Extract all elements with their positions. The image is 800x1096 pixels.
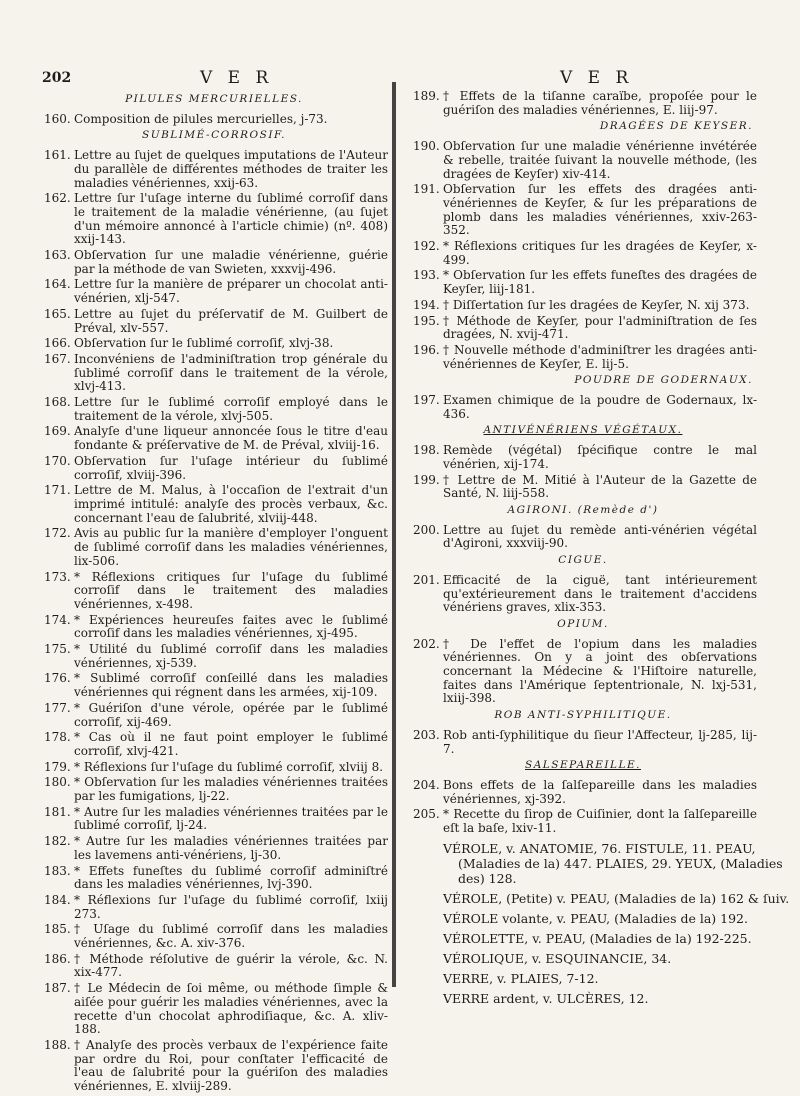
entry-number: 193.	[413, 268, 440, 283]
index-entry	[44, 455, 388, 482]
index-entry	[413, 299, 757, 313]
index-entry	[44, 776, 388, 803]
entry-text: Rob anti-ſyphilitique du ſieur l'Affecteur, lj-285, lij-7.	[443, 727, 757, 756]
index-entry	[44, 192, 388, 247]
entry-text: Inconvéniens de l'adminiſtration trop générale du ſublimé corroſif dans le traitement de la vérole, xlvj-413.	[74, 351, 388, 394]
entry-text: Obſervation ſur le ſublimé corroſif, xlvj-38.	[74, 336, 334, 351]
cross-reference: VÉROLIQUE, v. ESQUINANCIE, 34.	[443, 950, 672, 966]
entry-number: 188.	[44, 1038, 71, 1052]
entry-number: 187.	[44, 981, 71, 996]
entry-number: 174.	[44, 612, 71, 627]
entry-number: 162.	[44, 191, 71, 206]
entry-text: * Utilité du ſublimé corroſif dans les maladies vénériennes, xj-539.	[74, 642, 388, 670]
cross-reference: VERRE ardent, v. ULCÈRES, 12.	[443, 990, 649, 1006]
entry-text: * Guériſon d'une vérole, opérée par le ſublimé corroſif, xij-469.	[74, 700, 388, 729]
entry-number: 167.	[44, 351, 71, 366]
entry-text: † Effets de la tiſanne caraïbe, propoſée pour le guériſon des maladies vénériennes, E. liij-97.	[443, 89, 757, 117]
entry-text: * Réflexions critiques ſur les dragées de Keyſer, x-499.	[443, 239, 757, 267]
index-entry	[44, 571, 388, 612]
index-entry	[44, 865, 388, 892]
index-entry	[44, 806, 388, 833]
index-entry	[44, 353, 388, 394]
entry-number: 203.	[413, 727, 440, 742]
entry-text: † Analyſe des procès verbaux de l'expérience faite par ordre du Roi, pour conſtater l'efficacité de l'eau de ſalubrité pour la guériſon des maladies vénériennes, E. xlviij-289.	[74, 1038, 388, 1094]
index-entry	[44, 894, 388, 921]
entry-number: 166.	[44, 336, 71, 351]
index-entry	[44, 308, 388, 335]
cross-reference: VERRE, v. PLAIES, 7-12.	[443, 970, 599, 986]
index-entry	[44, 643, 388, 670]
section-heading: AGIRONI. (Remède d')	[507, 503, 659, 516]
index-entry	[44, 249, 388, 276]
entry-number: 186.	[44, 951, 71, 966]
entry-text: * Autre ſur les maladies vénériennes traitées par les lavemens anti-vénériens, lj-30.	[74, 834, 388, 862]
section-heading: CIGUE.	[558, 554, 608, 567]
entry-number: 177.	[44, 700, 71, 715]
running-head-left: V E R	[200, 68, 274, 88]
entry-text: * Autre ſur les maladies vénériennes traitées par le ſublimé corroſif, lj-24.	[74, 804, 388, 833]
entry-number: 201.	[413, 572, 440, 587]
index-entry	[44, 484, 388, 525]
entry-number: 164.	[44, 277, 71, 292]
entry-number: 202.	[413, 636, 440, 651]
entry-text: † Uſage du ſublimé corroſif dans les maladies vénériennes, &c. A. xiv-376.	[74, 922, 388, 951]
cross-reference: VÉROLETTE, v. PEAU, (Maladies de la) 192-225.	[443, 930, 752, 946]
entry-text: Lettre ſur le ſublimé corroſif employé dans le traitement de la vérole, xlvj-505.	[74, 395, 388, 423]
index-entry	[44, 614, 388, 641]
index-entry	[413, 183, 757, 238]
entry-number: 160.	[44, 111, 71, 126]
entry-text: † De l'effet de l'opium dans les maladies vénériennes. On y a joint des obſervations concernant la Médecine & l'Hiſtoire naturelle, faites dans l'Amérique ſeptentrionale, N. lxj-531, lxiij-398.	[443, 636, 757, 706]
entry-number: 176.	[44, 671, 71, 686]
index-entry	[413, 638, 757, 707]
entry-text: † Lettre de M. Mitié à l'Auteur de la Gazette de Santé, N. liij-558.	[443, 472, 757, 501]
entry-text: * Réflexions ſur l'uſage du ſublimé corroſif, lxiij 273.	[74, 892, 388, 921]
index-entry	[413, 394, 757, 421]
section-heading: SUBLIMÉ-CORROSIF.	[142, 129, 286, 142]
entry-text: Lettre de M. Malus, à l'occaſion de l'extrait d'un imprimé intitulé: analyſe des procès verbaux, &c. concernant l'eau de ſalubrité, xlviij-448.	[74, 483, 388, 525]
index-entry	[44, 982, 388, 1037]
index-entry	[44, 953, 388, 980]
entry-text: Lettre au ſujet de quelques imputations de l'Auteur du parallèle de différentes méthodes de traiter les maladies vénériennes, xxij-63.	[74, 148, 388, 190]
entry-text: Lettre au ſujet du préſervatif de M. Guilbert de Préval, xlv-557.	[74, 306, 388, 335]
entry-text: Efficacité de la ciguë, tant intérieurement qu'extérieurement dans le traitement d'accidens vénériens graves, xlix-353.	[443, 572, 757, 615]
entry-text: Composition de pilules mercurielles, j-73.	[74, 111, 328, 126]
entry-text: Lettre au ſujet du remède anti-vénérien végétal d'Agironi, xxxviij-90.	[443, 522, 757, 551]
index-entry	[44, 702, 388, 729]
index-entry	[413, 269, 757, 296]
column-rule	[392, 82, 396, 987]
index-entry	[413, 808, 757, 835]
index-entry	[413, 729, 757, 756]
cross-reference: VÉROLE volante, v. PEAU, (Maladies de la) 192.	[443, 910, 748, 926]
entry-number: 185.	[44, 922, 71, 937]
entry-text: Analyſe d'une liqueur annoncée ſous le titre d'eau fondante & préſervative de M. de Préval, xlviij-16.	[74, 424, 388, 453]
entry-number: 179.	[44, 759, 71, 774]
entry-number: 184.	[44, 892, 71, 907]
entry-text: Obſervation ſur une maladie vénérienne, guérie par la méthode de van Swieten, xxxvij-496.	[74, 248, 388, 276]
page-number: 202	[42, 70, 72, 86]
left-column	[44, 90, 388, 1096]
index-entry	[44, 425, 388, 452]
entry-number: 181.	[44, 804, 71, 819]
entry-text: * Obſervation ſur les maladies vénériennes traitées par les fumigations, lj-22.	[74, 775, 388, 804]
index-entry	[413, 574, 757, 615]
index-entry	[44, 337, 388, 351]
entry-number: 165.	[44, 306, 71, 321]
entry-number: 196.	[413, 342, 440, 357]
entry-text: Remède (végétal) ſpécifique contre le mal vénérien, xij-174.	[443, 443, 757, 471]
entry-text: * Cas où il ne faut point employer le ſublimé corroſif, xlvj-421.	[74, 730, 388, 758]
index-entry	[413, 524, 757, 551]
entry-text: † Méthode de Keyſer, pour l'adminiſtration de ſes dragées, N. xvij-471.	[443, 313, 757, 342]
entry-text: † Diſſertation ſur les dragées de Keyſer, N. xij 373.	[443, 297, 750, 312]
index-entry	[44, 923, 388, 950]
entry-number: 191.	[413, 182, 440, 197]
entry-number: 205.	[413, 807, 440, 822]
entry-number: 183.	[44, 863, 71, 878]
entry-number: 168.	[44, 395, 71, 410]
section-heading: PILULES MERCURIELLES.	[125, 93, 303, 105]
entry-number: 175.	[44, 642, 71, 657]
entry-number: 178.	[44, 730, 71, 745]
entry-text: * Obſervation ſur les effets funeſtes des dragées de Keyſer, liij-181.	[443, 268, 757, 297]
running-head-right: V E R	[560, 68, 634, 88]
entry-number: 172.	[44, 526, 71, 541]
index-entry	[44, 1039, 388, 1094]
entry-text: Obſervation ſur les effets des dragées anti-vénériennes de Keyſer, & ſur les préparations de plomb dans les maladies vénériennes, xxiv-263-352.	[443, 182, 757, 238]
entry-text: Avis au public ſur la manière d'employer l'onguent de ſublimé corroſif dans les maladies vénériennes, lix-506.	[74, 526, 388, 568]
entry-text: † Méthode réſolutive de guérir la vérole, &c. N. xix-477.	[74, 951, 388, 980]
index-entry	[44, 278, 388, 305]
index-entry	[44, 672, 388, 699]
index-entry	[413, 90, 757, 117]
entry-number: 192.	[413, 239, 440, 254]
cross-reference: VÉROLE, (Petite) v. PEAU, (Maladies de la) 162 & ſuiv.	[443, 890, 790, 906]
index-entry	[413, 140, 757, 181]
index-entry	[44, 113, 388, 127]
entry-number: 169.	[44, 424, 71, 439]
entry-text: Obſervation ſur l'uſage intérieur du ſublimé corroſif, xlviij-396.	[74, 453, 388, 482]
entry-number: 170.	[44, 453, 71, 468]
section-heading: ANTIVÉNÉRIENS VÉGÉTAUX.	[483, 424, 683, 437]
entry-text: Bons effets de la ſalſepareille dans les maladies vénériennes, xj-392.	[443, 777, 757, 806]
entry-number: 194.	[413, 297, 440, 312]
index-entry	[413, 474, 757, 501]
entry-text: * Recette du ſirop de Cuiſinier, dont la ſalſepareille eſt la baſe, lxiv-11.	[443, 807, 757, 836]
entry-number: 204.	[413, 777, 440, 792]
entry-number: 198.	[413, 443, 440, 458]
entry-text: Obſervation ſur une maladie vénérienne invétérée & rebelle, traitée ſuivant la nouvelle méthode, (les dragées de Keyſer) xiv-414.	[443, 139, 757, 181]
index-entry	[413, 444, 757, 471]
entry-number: 180.	[44, 775, 71, 790]
index-entry	[44, 835, 388, 862]
entry-number: 173.	[44, 569, 71, 584]
entry-text: † Le Médecin de ſoi même, ou méthode ſimple & aiſée pour guérir les maladies vénériennes, avec la recette d'un chocolat aphrodiſiaque, &c. A. xliv-188.	[74, 981, 388, 1037]
section-heading: OPIUM.	[557, 617, 609, 630]
entry-text: * Réflexions ſur l'uſage du ſublimé corroſif, xlviij 8.	[74, 759, 384, 774]
entry-text: † Nouvelle méthode d'adminiſtrer les dragées anti-vénériennes de Keyſer, E. lij-5.	[443, 342, 757, 371]
entry-text: * Sublimé corroſif conſeillé dans les maladies vénériennes qui régnent dans les armées, xij-109.	[74, 671, 388, 700]
section-heading: ROB ANTI-SYPHILITIQUE.	[494, 709, 672, 722]
entry-number: 189.	[413, 89, 440, 103]
entry-number: 182.	[44, 834, 71, 849]
entry-number: 171.	[44, 483, 71, 498]
entry-number: 190.	[413, 139, 440, 154]
index-entry	[44, 761, 388, 775]
section-heading: POUDRE DE GODERNAUX.	[574, 374, 753, 387]
right-column	[413, 89, 790, 1011]
entry-text: * Expériences heureuſes faites avec le ſublimé corroſif dans les maladies vénériennes, xj-495.	[74, 612, 388, 641]
cross-reference: VÉROLE, v. ANATOMIE, 76. FISTULE, 11. PEAU, (Maladies de la) 447. PLAIES, 29. YEUX, (Maladies des) 128.	[443, 840, 783, 886]
entry-number: 199.	[413, 472, 440, 487]
entry-number: 200.	[413, 522, 440, 537]
index-entry	[413, 779, 757, 806]
entry-text: Lettre ſur l'uſage interne du ſublimé corroſif dans le traitement de la maladie vénérienne, (au ſujet d'un mémoire annoncé à l'article chimie) (nº. 408) xxij-143.	[74, 191, 388, 247]
entry-number: 161.	[44, 148, 71, 163]
index-entry	[413, 315, 757, 342]
index-entry	[44, 527, 388, 568]
entry-number: 195.	[413, 313, 440, 328]
entry-number: 197.	[413, 393, 440, 408]
section-heading: DRAGÉES DE KEYSER.	[599, 120, 753, 133]
entry-text: Lettre ſur la manière de préparer un chocolat anti-vénérien, xlj-547.	[74, 277, 388, 306]
section-heading: SALSEPAREILLE.	[525, 759, 641, 772]
entry-number: 163.	[44, 248, 71, 263]
index-entry	[413, 240, 757, 267]
index-entry	[44, 396, 388, 423]
entry-text: Examen chimique de la poudre de Godernaux, lx-436.	[443, 393, 757, 421]
index-entry	[44, 149, 388, 190]
entry-text: * Réflexions critiques ſur l'uſage du ſublimé corroſif dans le traitement des maladies vénériennes, x-498.	[74, 569, 388, 611]
index-entry	[44, 731, 388, 758]
entry-text: * Effets funeſtes du ſublimé corroſif adminiſtré dans les maladies vénériennes, lvj-390.	[74, 863, 388, 892]
index-entry	[413, 344, 757, 371]
